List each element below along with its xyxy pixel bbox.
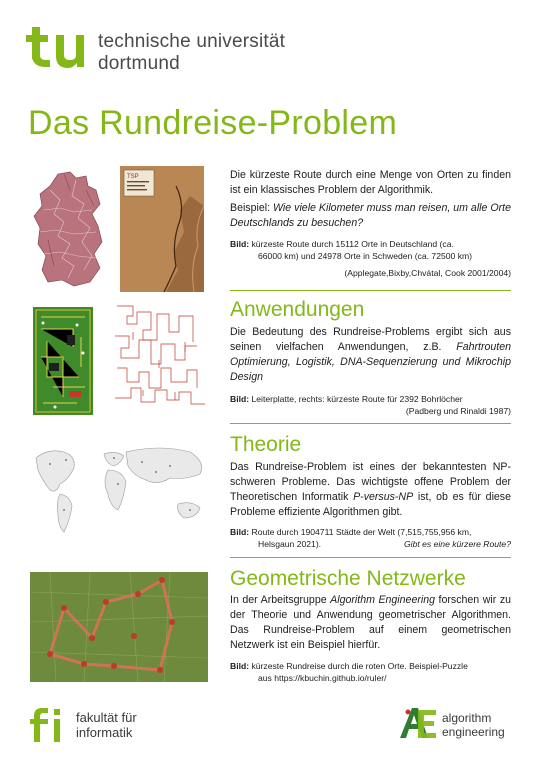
university-line1: technische universität (98, 31, 286, 52)
theorie-emphasis: P-versus-NP (353, 491, 414, 503)
puzzle-network-image (30, 572, 208, 682)
caption-credit: (Applegate,Bixby,Chvátal, Cook 2001/2004) (344, 268, 511, 278)
intro-paragraph: Die kürzeste Route durch eine Menge von Orten zu finden ist ein klassisches Problem der Algorithmik. (230, 169, 511, 196)
caption-credit: (Padberg und Rinaldi 1987) (405, 406, 511, 416)
divider (230, 423, 511, 424)
caption-text-2: Helsgaun 2021). (258, 539, 322, 549)
anwendungen-applications: Fahrtrouten Optimierung, Logistik, DNA-Sequenzierung und Mikrochip Design (230, 341, 511, 383)
sweden-map-image (120, 166, 204, 292)
netzwerke-heading: Geometrische Netzwerke (230, 567, 466, 590)
theorie-text (230, 460, 511, 520)
theorie-heading: Theorie (230, 433, 302, 456)
theorie-caption (230, 526, 511, 550)
page-title: Das Rundreise-Problem (28, 104, 398, 142)
theorie-paragraph-a: Das Rundreise-Problem ist eines der bekanntesten NP-schweren Probleme. Das wichtigste offene Problem der Theoretischen Informatik (230, 461, 511, 503)
anwendungen-text (230, 325, 511, 385)
caption-text: kürzeste Rundreise durch die roten Orte. Beispiel-Puzzle (251, 661, 468, 671)
caption-text-2: aus https://kbuchin.github.io/ruler/ (258, 673, 387, 683)
world-route-image (30, 440, 215, 540)
caption-text: kürzeste Route durch 15112 Orte in Deutschland (ca. (251, 239, 454, 249)
divider (230, 557, 511, 558)
tu-logo (26, 25, 88, 71)
caption-line-2 (230, 538, 511, 550)
netzwerke-emphasis: Algorithm Engineering (330, 594, 436, 606)
caption-label: Bild: (230, 527, 250, 537)
divider (230, 290, 511, 291)
theorie-paragraph-b: ist, ob es für diese Probleme effiziente Algorithmen gibt. (230, 491, 511, 518)
example-label: Beispiel: (230, 202, 271, 214)
circuit-board-image (33, 307, 93, 415)
example-question: Wie viele Kilometer muss man reisen, um alle Orte Deutschlands zu besuchen? (230, 202, 511, 229)
caption-label: Bild: (230, 394, 250, 404)
anwendungen-paragraph: Die Bedeutung des Rundreise-Problems ergibt sich aus seinen vielfachen Anwendungen, z.B. (230, 326, 511, 353)
university-name (98, 31, 285, 75)
fi-logo-icon (30, 706, 70, 742)
group-name (442, 711, 505, 739)
tu-logo-icon (26, 25, 88, 71)
caption-text: Route durch 1904711 Städte der Welt (7,515,755,956 km, (251, 527, 472, 537)
faculty-line1: fakultät für (76, 710, 137, 725)
fi-logo (30, 706, 70, 742)
caption-text: Leiterplatte, rechts: kürzeste Route für 2392 Bohrlöcher (251, 394, 463, 404)
faculty-line2: informatik (76, 725, 133, 740)
group-line1: algorithm (442, 711, 492, 725)
caption-text-2: 66000 km) und 24978 Orte in Schweden (ca. 72500 km) (258, 251, 473, 261)
group-line2: engineering (442, 725, 505, 739)
netzwerke-text (230, 593, 511, 653)
caption-question: Gibt es eine kürzere Route? (403, 539, 511, 549)
ae-logo-icon (398, 704, 438, 740)
university-line2: dortmund (98, 53, 180, 74)
sweden-map-label: TSP (127, 174, 139, 180)
anwendungen-caption (230, 393, 511, 417)
netzwerke-paragraph-b: forschen wir zu der Theorie und Anwendung geometrischer Algorithmen. Das Rundreise-Problem auf einem geometrischen Netzwerk ist ein Beispiel hierfür. (230, 594, 512, 651)
netzwerke-paragraph-a: In der Arbeitsgruppe (230, 594, 331, 606)
germany-map-image (30, 170, 110, 290)
caption-label: Bild: (230, 239, 250, 249)
drill-route-image (113, 302, 209, 412)
intro-caption (230, 238, 511, 279)
anwendungen-heading: Anwendungen (230, 298, 365, 321)
intro-text (230, 168, 511, 231)
intro-example (230, 201, 511, 231)
netzwerke-caption (230, 660, 511, 684)
caption-label: Bild: (230, 661, 250, 671)
ae-logo (398, 704, 438, 740)
faculty-name (76, 710, 137, 740)
